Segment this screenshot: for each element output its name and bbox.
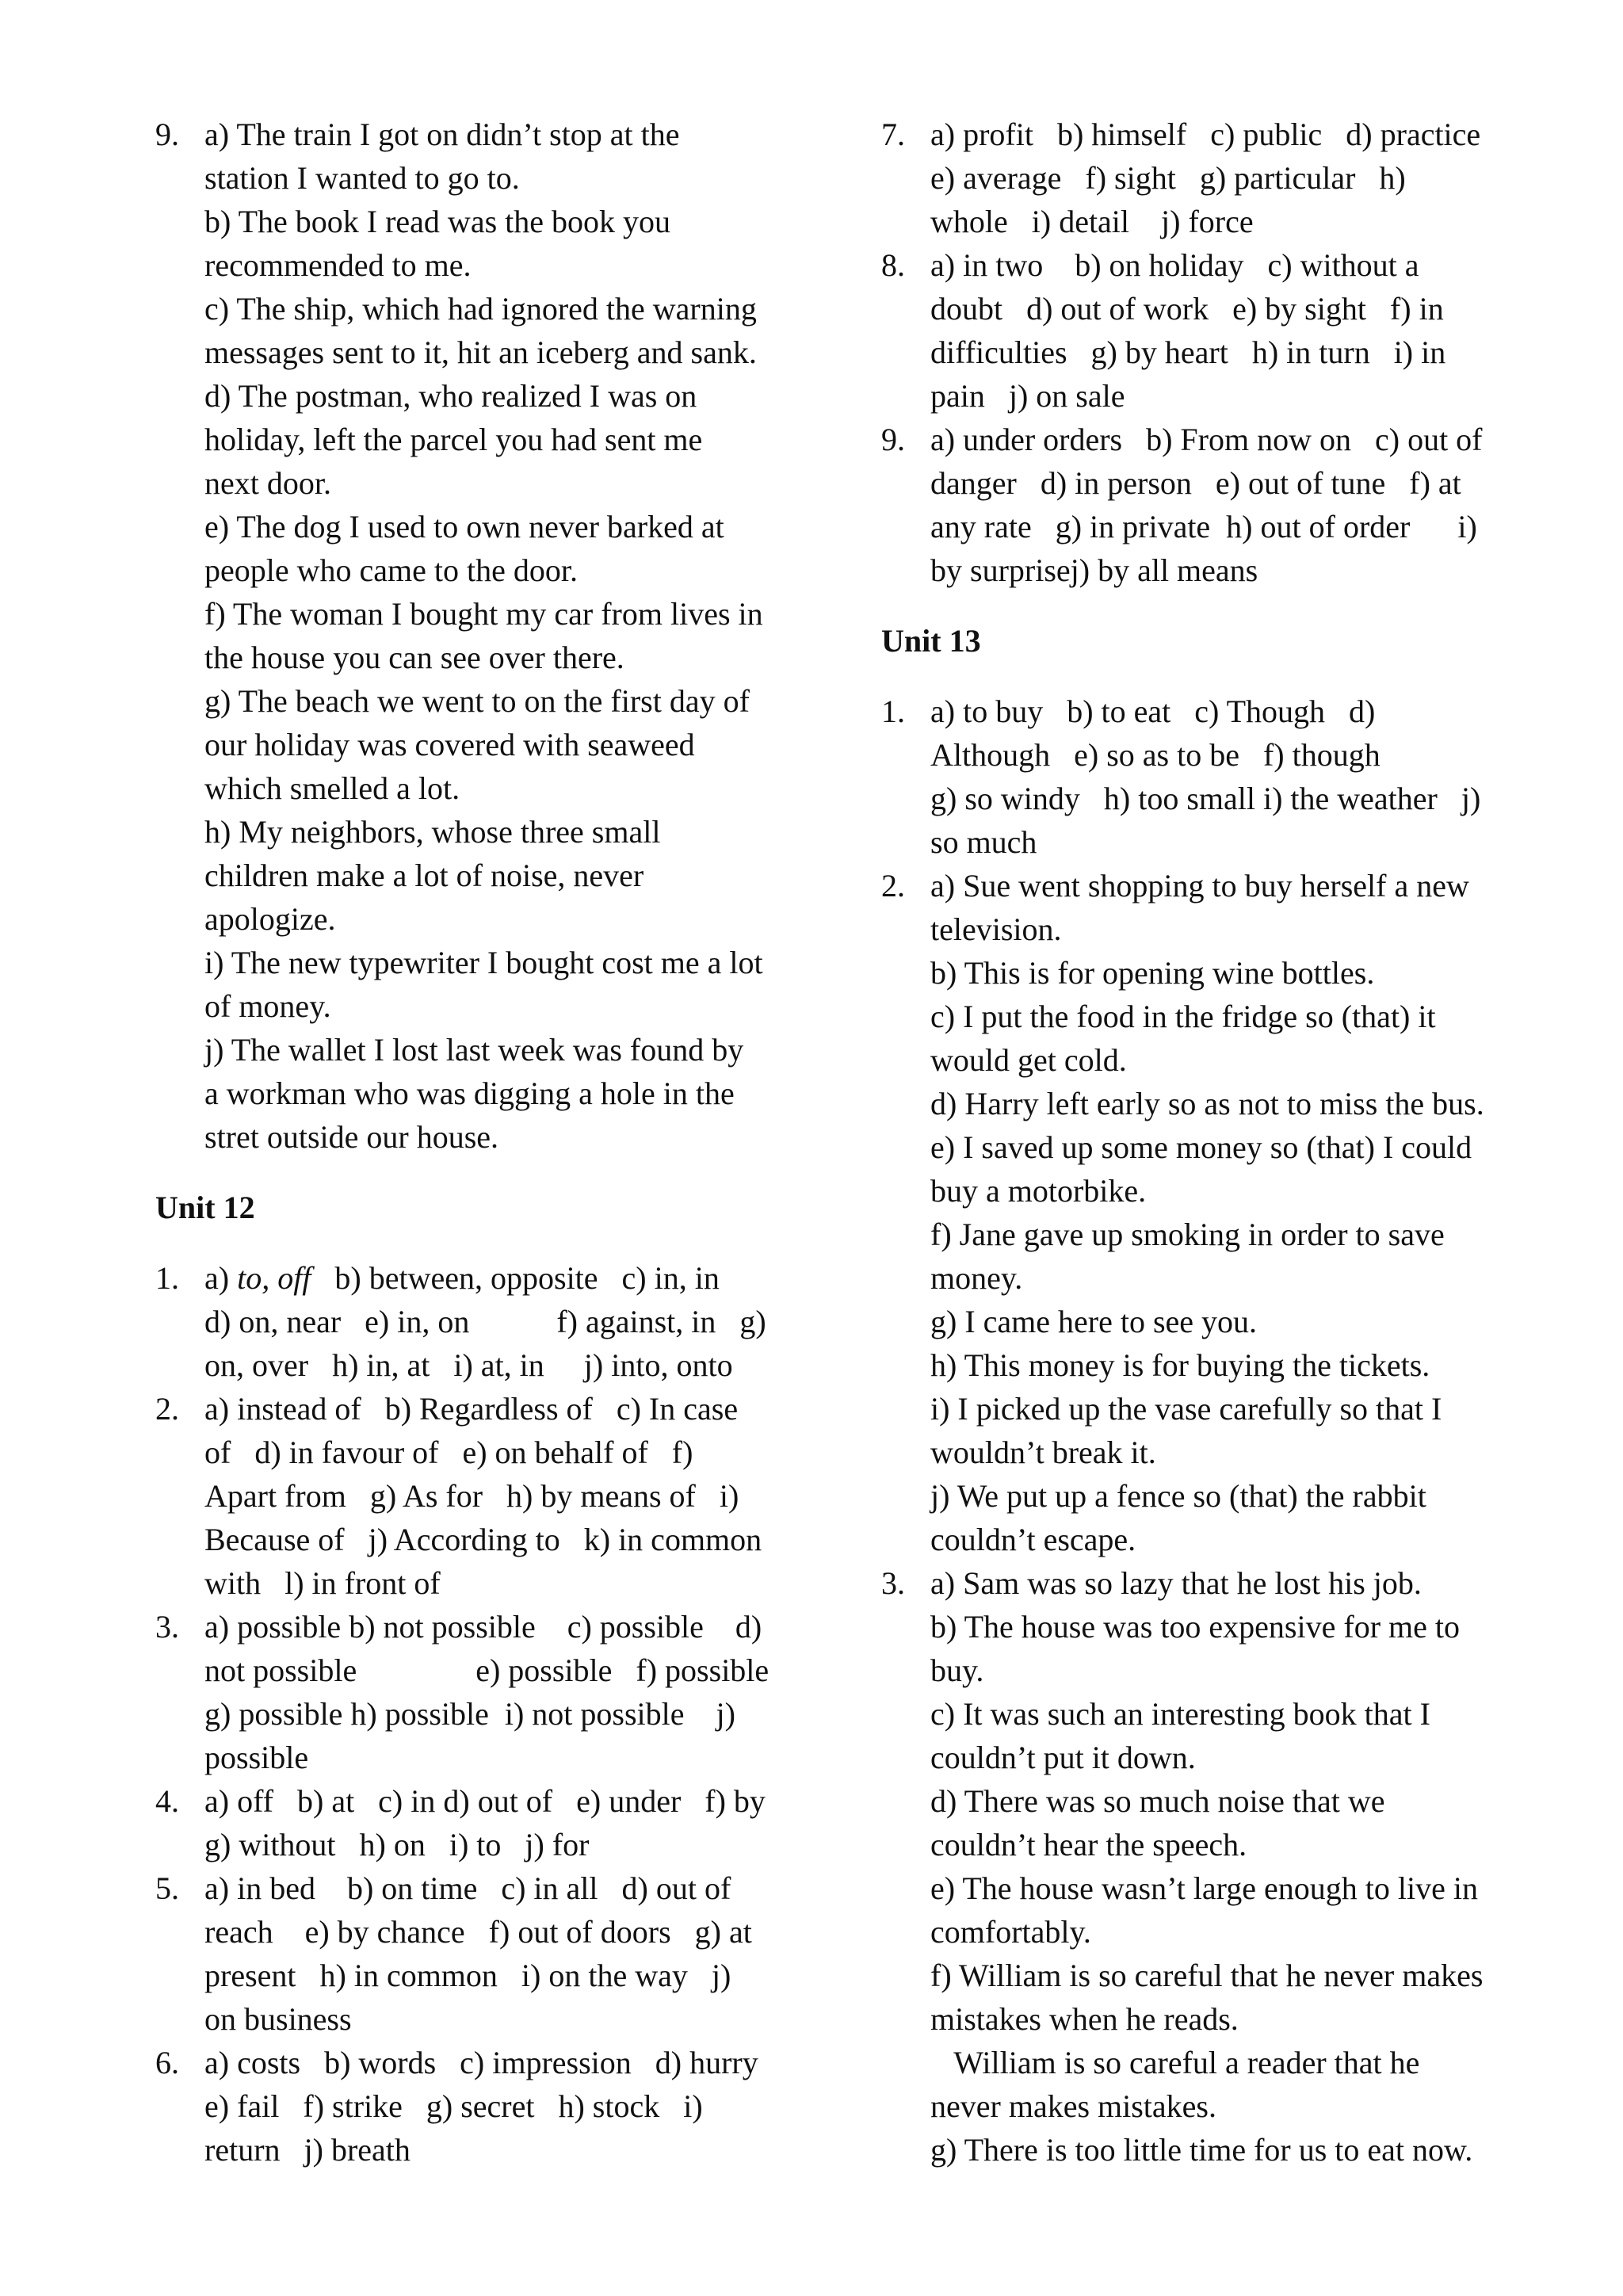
- item-number: 2.: [155, 1391, 179, 1427]
- item-number: 1.: [881, 693, 905, 729]
- answer-text: children make a lot of noise, never: [204, 858, 644, 893]
- answer-text: e) The house wasn’t large enough to live in: [930, 1870, 1478, 1906]
- answer-text: Although e) so as to be f) though: [930, 737, 1381, 773]
- answer-text: d) The postman, who realized I was on: [204, 378, 697, 414]
- answer-text: next door.: [204, 465, 331, 501]
- answer-text: possible: [204, 1740, 309, 1775]
- answer-text: i) I picked up the vase carefully so that I: [930, 1391, 1442, 1427]
- answer-text: whole i) detail j) force: [930, 204, 1254, 239]
- answer-text: d) Harry left early so as not to miss the bus.: [930, 1086, 1484, 1121]
- answer-text: people who came to the door.: [204, 552, 578, 588]
- answer-text: messages sent to it, hit an iceberg and sank.: [204, 334, 757, 370]
- section-heading: Unit 13: [881, 623, 981, 659]
- answer-text: i) The new typewriter I bought cost me a lot: [204, 945, 763, 980]
- answer-text: not possible e) possible f) possible: [204, 1652, 769, 1688]
- answer-text: on, over h) in, at i) at, in j) into, onto: [204, 1347, 733, 1383]
- answer-text: a) instead of b) Regardless of c) In case: [204, 1391, 739, 1427]
- answer-text: couldn’t hear the speech.: [930, 1827, 1247, 1862]
- answer-text: wouldn’t break it.: [930, 1435, 1156, 1470]
- answer-text: Because of j) According to k) in common: [204, 1522, 762, 1557]
- answer-text: would get cold.: [930, 1042, 1127, 1078]
- answer-text: a) Sue went shopping to buy herself a new: [930, 868, 1469, 904]
- answer-text: a) Sam was so lazy that he lost his job.: [930, 1565, 1422, 1601]
- answer-text: e) I saved up some money so (that) I could: [930, 1129, 1472, 1165]
- answer-text: by surprisej) by all means: [930, 552, 1258, 588]
- answer-text: with l) in front of: [204, 1565, 441, 1601]
- item-number: 6.: [155, 2045, 179, 2080]
- answer-text: d) There was so much noise that we: [930, 1783, 1385, 1819]
- answer-text: f) Jane gave up smoking in order to save: [930, 1217, 1445, 1252]
- answer-text: a workman who was digging a hole in the: [204, 1075, 735, 1111]
- answer-text: danger d) in person e) out of tune f) at: [930, 465, 1461, 501]
- answer-text: a) in bed b) on time c) in all d) out of: [204, 1870, 731, 1906]
- answer-text: f) William is so careful that he never makes: [930, 1958, 1484, 1993]
- answer-text: c) It was such an interesting book that I: [930, 1696, 1430, 1732]
- answer-text: comfortably.: [930, 1914, 1091, 1950]
- item-number: 2.: [881, 868, 905, 904]
- answer-text: recommended to me.: [204, 247, 472, 283]
- answer-text: of d) in favour of e) on behalf of f): [204, 1435, 693, 1470]
- answer-text: money.: [930, 1260, 1023, 1296]
- answer-text: f) The woman I bought my car from lives in: [204, 596, 763, 632]
- answer-text: holiday, left the parcel you had sent me: [204, 422, 703, 457]
- answer-text: a) profit b) himself c) public d) practice: [930, 117, 1481, 152]
- item-number: 5.: [155, 1870, 179, 1906]
- answer-text: any rate g) in private h) out of order i): [930, 509, 1477, 544]
- answer-text: e) fail f) strike g) secret h) stock i): [204, 2088, 703, 2124]
- answer-text: return j) breath: [204, 2132, 411, 2168]
- answer-text: apologize.: [204, 901, 336, 937]
- answer-text: present h) in common i) on the way j): [204, 1958, 731, 1993]
- answer-text: c) I put the food in the fridge so (that) it: [930, 999, 1436, 1034]
- item-number: 7.: [881, 117, 905, 152]
- answer-text: buy a motorbike.: [930, 1173, 1147, 1209]
- answer-text: g) without h) on i) to j) for: [204, 1827, 590, 1862]
- answer-text: on business: [204, 2001, 352, 2037]
- answer-text: g) The beach we went to on the first day of: [204, 683, 750, 719]
- answer-text: pain j) on sale: [930, 378, 1125, 414]
- answer-text: couldn’t escape.: [930, 1522, 1136, 1557]
- answer-text: e) average f) sight g) particular h): [930, 160, 1406, 196]
- answer-text: of money.: [204, 988, 331, 1024]
- answer-text: b) This is for opening wine bottles.: [930, 955, 1375, 991]
- answer-text: reach e) by chance f) out of doors g) at: [204, 1914, 752, 1950]
- item-number: 8.: [881, 247, 905, 283]
- section-heading: Unit 12: [155, 1190, 255, 1225]
- answer-text: a) to buy b) to eat c) Though d): [930, 693, 1376, 729]
- answer-text: c) The ship, which had ignored the warning: [204, 291, 757, 327]
- answer-text: Apart from g) As for h) by means of i): [204, 1478, 739, 1514]
- answer-text: b) The house was too expensive for me to: [930, 1609, 1460, 1645]
- answer-text: mistakes when he reads.: [930, 2001, 1239, 2037]
- answer-text: television.: [930, 911, 1062, 947]
- answer-text: a) costs b) words c) impression d) hurry: [204, 2045, 758, 2080]
- answer-text: never makes mistakes.: [930, 2088, 1216, 2124]
- answer-text: b) The book I read was the book you: [204, 204, 671, 239]
- answer-text: so much: [930, 824, 1037, 860]
- answer-text: the house you can see over there.: [204, 640, 624, 675]
- item-number: 9.: [881, 422, 905, 457]
- item-number: 1.: [155, 1260, 179, 1296]
- answer-text: a) off b) at c) in d) out of e) under f) by: [204, 1783, 766, 1819]
- answer-text: doubt d) out of work e) by sight f) in: [930, 291, 1444, 327]
- answer-text: g) There is too little time for us to eat now.: [930, 2132, 1473, 2168]
- answer-text: our holiday was covered with seaweed: [204, 727, 695, 762]
- item-number: 3.: [881, 1565, 905, 1601]
- answer-text: j) We put up a fence so (that) the rabbit: [930, 1478, 1426, 1514]
- answer-text: couldn’t put it down.: [930, 1740, 1196, 1775]
- answer-text: e) The dog I used to own never barked at: [204, 509, 724, 544]
- answer-text: h) This money is for buying the tickets.: [930, 1347, 1430, 1383]
- answer-text: d) on, near e) in, on f) against, in g): [204, 1304, 766, 1339]
- answer-text: g) possible h) possible i) not possible j): [204, 1696, 735, 1732]
- answer-text: j) The wallet I lost last week was found by: [204, 1032, 744, 1068]
- answer-text: h) My neighbors, whose three small: [204, 814, 661, 850]
- answer-text: difficulties g) by heart h) in turn i) in: [930, 334, 1446, 370]
- answer-text: William is so careful a reader that he: [930, 2045, 1420, 2080]
- answer-text: which smelled a lot.: [204, 770, 460, 806]
- answer-text: a) The train I got on didn’t stop at the: [204, 117, 680, 152]
- answer-text: station I wanted to go to.: [204, 160, 520, 196]
- answer-text: buy.: [930, 1652, 984, 1688]
- answer-text: a) possible b) not possible c) possible d): [204, 1609, 762, 1645]
- item-number: 4.: [155, 1783, 179, 1819]
- answer-text: stret outside our house.: [204, 1119, 499, 1155]
- answer-text: a) to, off b) between, opposite c) in, in: [204, 1260, 720, 1296]
- answer-text: a) in two b) on holiday c) without a: [930, 247, 1419, 283]
- answer-text: a) under orders b) From now on c) out of: [930, 422, 1483, 457]
- answer-text: g) I came here to see you.: [930, 1304, 1258, 1339]
- item-number: 9.: [155, 117, 179, 152]
- answer-text: g) so windy h) too small i) the weather j): [930, 781, 1481, 816]
- item-number: 3.: [155, 1609, 179, 1645]
